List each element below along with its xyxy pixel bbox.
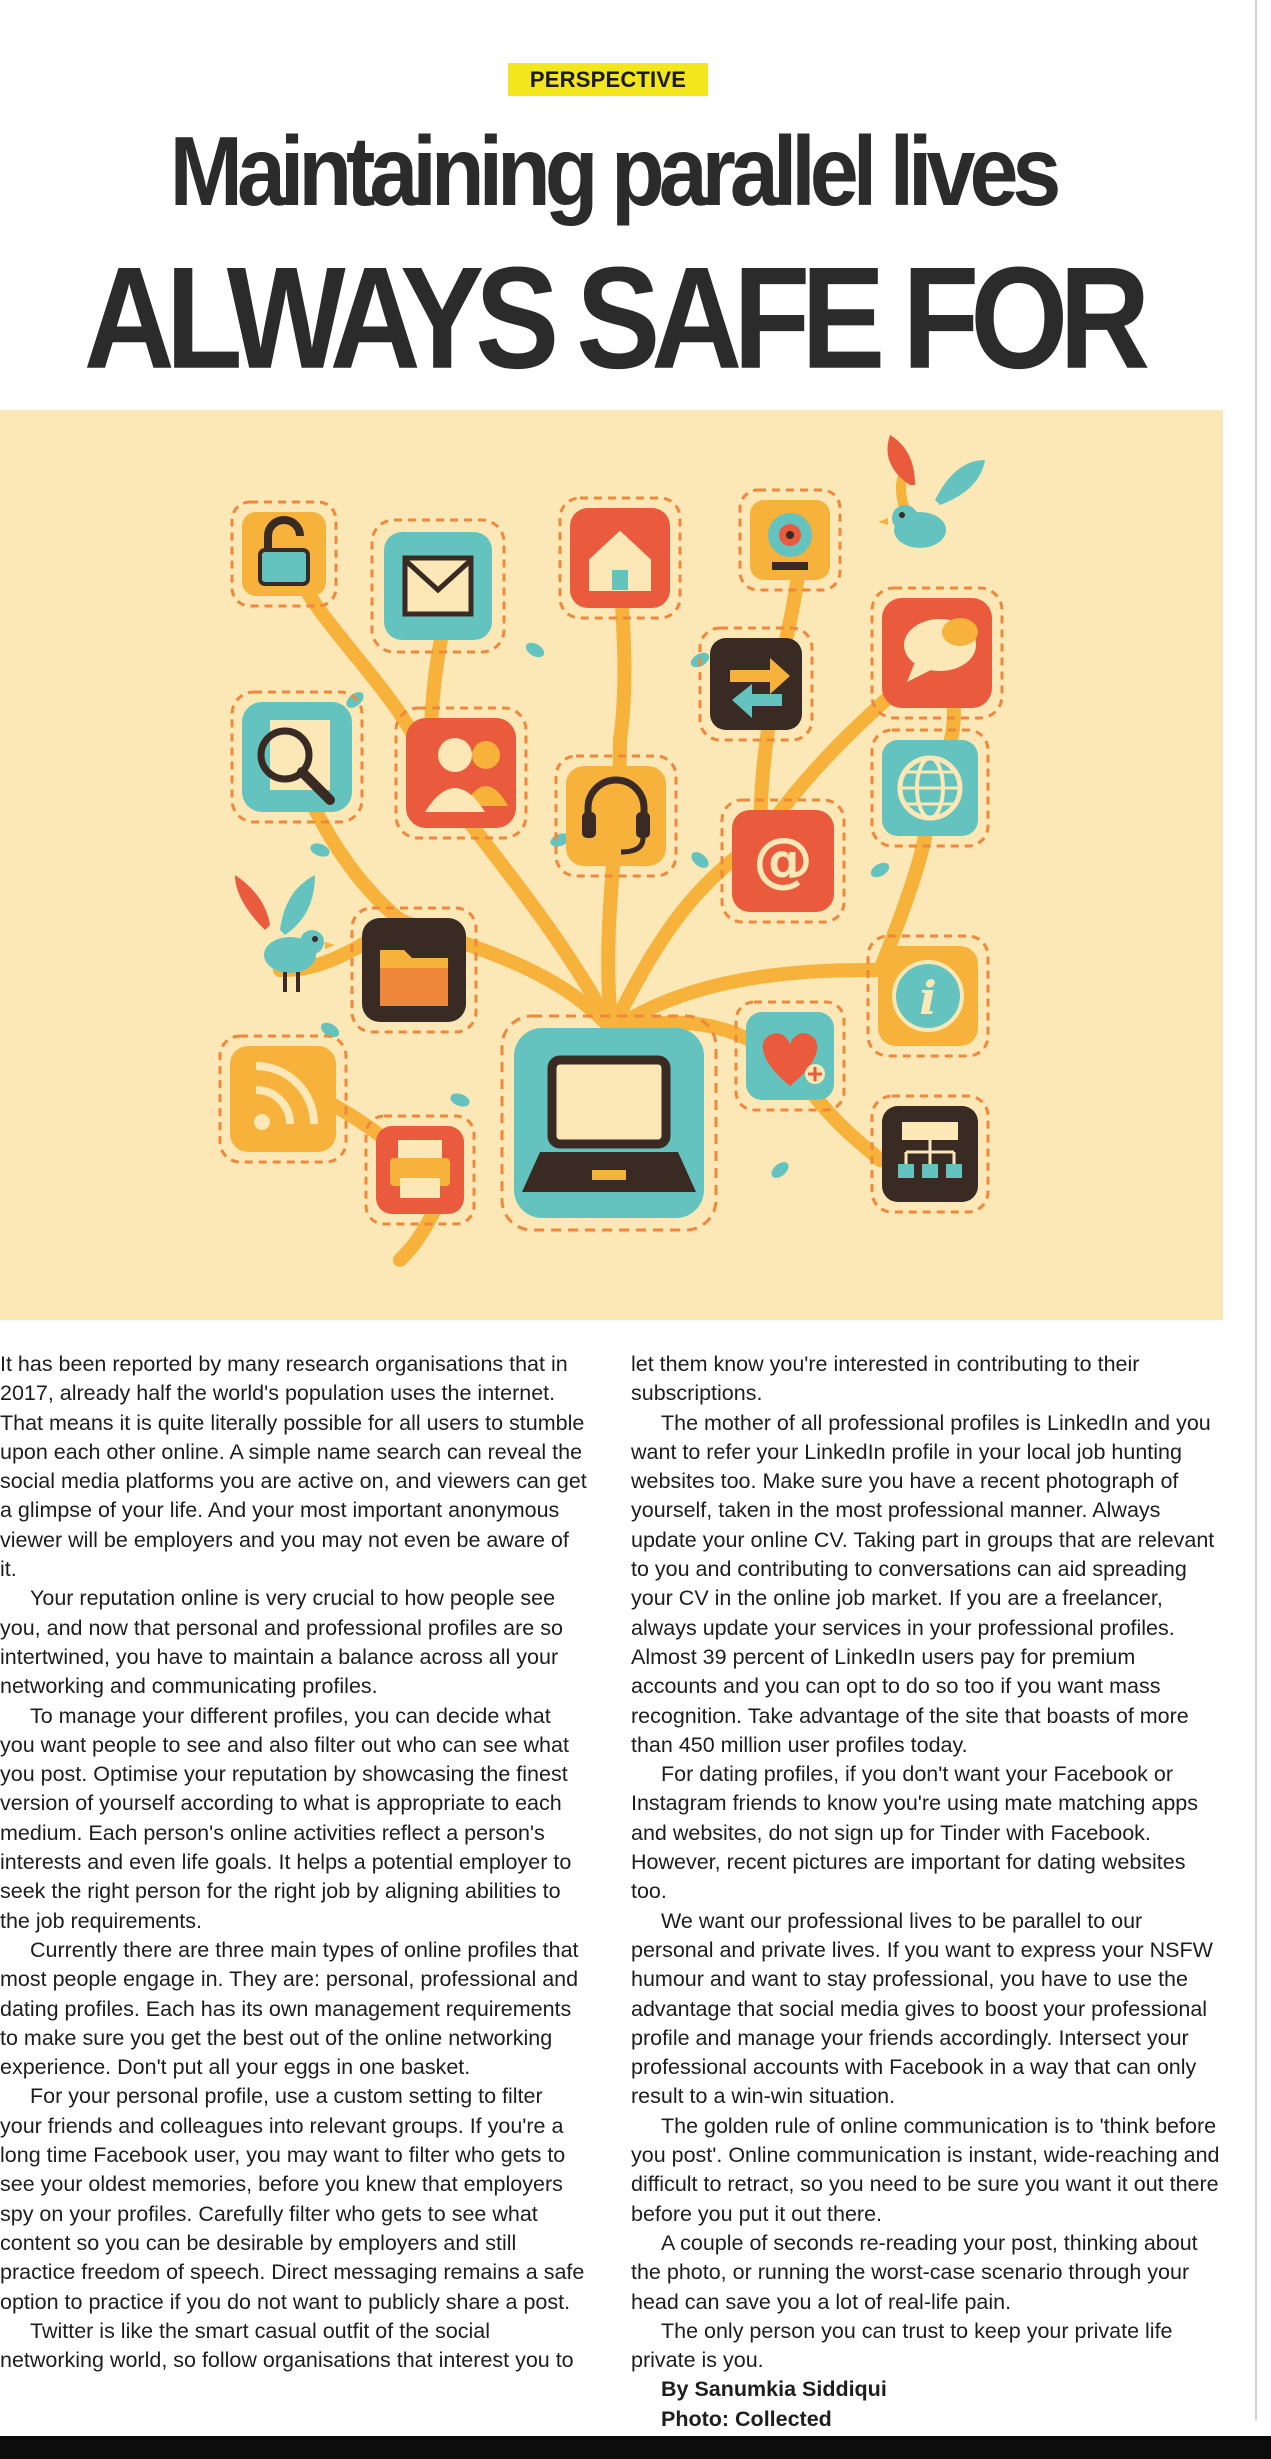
paragraph: To manage your different profiles, you can decide what you want people to see and also filter out who can see what you post. Optimise your reputation by showcasing the finest version of yourself according to what is appropriate to each medium. Each person's online activities reflect a person's interests and even life goals. It helps a potential employer to seek the right person for the right job by aligning abilities to the job requirements. bbox=[0, 1703, 572, 1933]
paragraph: The golden rule of online communication is to 'think before you post'. Online communication is instant, wide-reaching and difficult to retract, so you need to be sure you want it out there before you put it out there. bbox=[631, 2113, 1220, 2226]
subheadline: ALWAYS SAFE FOR bbox=[83, 236, 1142, 399]
paragraph: Twitter is like the smart casual outfit of the social networking world, so follow organisations that interest you to bbox=[0, 2318, 574, 2373]
network-icon bbox=[872, 1096, 988, 1212]
section-label: PERSPECTIVE bbox=[508, 63, 708, 96]
padlock-icon bbox=[232, 502, 336, 606]
headset-icon bbox=[556, 756, 676, 876]
info-icon bbox=[868, 936, 988, 1056]
page-edge-rule bbox=[1255, 0, 1257, 2420]
magnifier-document-icon bbox=[232, 692, 362, 822]
user-profiles-icon bbox=[396, 708, 526, 838]
paragraph: It has been reported by many research organisations that in 2017, already half the world's population uses the internet. That means it is quite literally possible for all users to stumble upon each other online. A simple name search can reveal the social media platforms you are active on, and viewers can get a glimpse of your life. And your most important anonymous viewer will be employers and you may not even be aware of it. bbox=[0, 1352, 587, 1582]
folder-icon bbox=[352, 908, 476, 1032]
paragraph: A couple of seconds re-reading your post, thinking about the photo, or running the worst-case scenario through your head can save you a lot of real-life pain. bbox=[631, 2230, 1198, 2314]
article-column-left bbox=[0, 1350, 590, 2375]
illustration-svg bbox=[0, 410, 1223, 1320]
paragraph: The mother of all professional profiles is LinkedIn and you want to refer your LinkedIn profile in your local job hunting websites too. Make sure you have a recent photograph of yourself, taken in the most professional manner. Always update your online CV. Taking part in groups that are relevant to you and contributing to conversations can aid spreading your CV in the online job market. If you are a freelancer, always update your services in your professional profiles. Almost 39 percent of LinkedIn users pay for premium accounts and you can opt to do so too if you want mass recognition. Take advantage of the site that boasts of more than 450 million user profiles today. bbox=[631, 1410, 1215, 1757]
paragraph: For your personal profile, use a custom setting to filter your friends and colleagues into relevant groups. If you're a long time Facebook user, you may want to filter who gets to see your oldest memories, before you knew that employers spy on your profiles. Carefully filter who gets to see what content so you can be desirable by employers and still practice freedom of speech. Direct messaging remains a safe option to practice if you do not want to publicly share a post. bbox=[0, 2084, 585, 2314]
home-icon bbox=[560, 498, 680, 618]
page-bottom-bar bbox=[0, 2436, 1271, 2459]
headline: Maintaining parallel lives bbox=[169, 115, 1056, 227]
printer-icon bbox=[366, 1116, 474, 1224]
heart-plus-icon bbox=[736, 1002, 844, 1110]
photo-credit: Photo: Collected bbox=[661, 2406, 832, 2431]
social-network-illustration bbox=[0, 410, 1223, 1320]
globe-icon bbox=[872, 730, 988, 846]
paragraph: We want our professional lives to be parallel to our personal and private lives. If you want to express your NSFW humour and want to stay professional, you have to use the advantage that social media gives to boost your professional profile and manage your friends accordingly. Intersect your professional accounts with Facebook in a way that can only result to a win-win situation. bbox=[631, 1908, 1213, 2109]
at-sign-icon bbox=[722, 800, 844, 922]
byline: By Sanumkia Siddiqui bbox=[661, 2377, 887, 2402]
laptop-icon bbox=[502, 1016, 716, 1230]
bird-icon bbox=[235, 875, 335, 992]
transfer-arrows-icon bbox=[700, 628, 812, 740]
chat-bubble-icon bbox=[872, 588, 1002, 718]
paragraph: let them know you're interested in contributing to their subscriptions. bbox=[631, 1352, 1140, 1406]
article-column-right bbox=[631, 1350, 1221, 2434]
paragraph: The only person you can trust to keep your private life private is you. bbox=[631, 2318, 1173, 2373]
paragraph: For dating profiles, if you don't want your Facebook or Instagram friends to know you're using mate matching apps and websites, do not sign up for Tinder with Facebook. However, recent pictures are important for dating websites too. bbox=[631, 1762, 1198, 1904]
paragraph: Your reputation online is very crucial to how people see you, and now that personal and professional profiles are so intertwined, you have to maintain a balance across all your networking and communicating profiles. bbox=[0, 1586, 563, 1699]
envelope-icon bbox=[372, 520, 504, 652]
paragraph: Currently there are three main types of online profiles that most people engage in. They are: personal, professional and dating profiles. Each has its own management requirements to make sure you get the best out of the online networking experience. Don't put all your eggs in one basket. bbox=[0, 1937, 579, 2080]
svg-text:@: @ bbox=[753, 825, 813, 895]
bird-icon bbox=[878, 435, 985, 548]
webcam-icon bbox=[740, 490, 840, 590]
rss-icon bbox=[220, 1036, 346, 1162]
svg-text:i: i bbox=[919, 971, 937, 1025]
